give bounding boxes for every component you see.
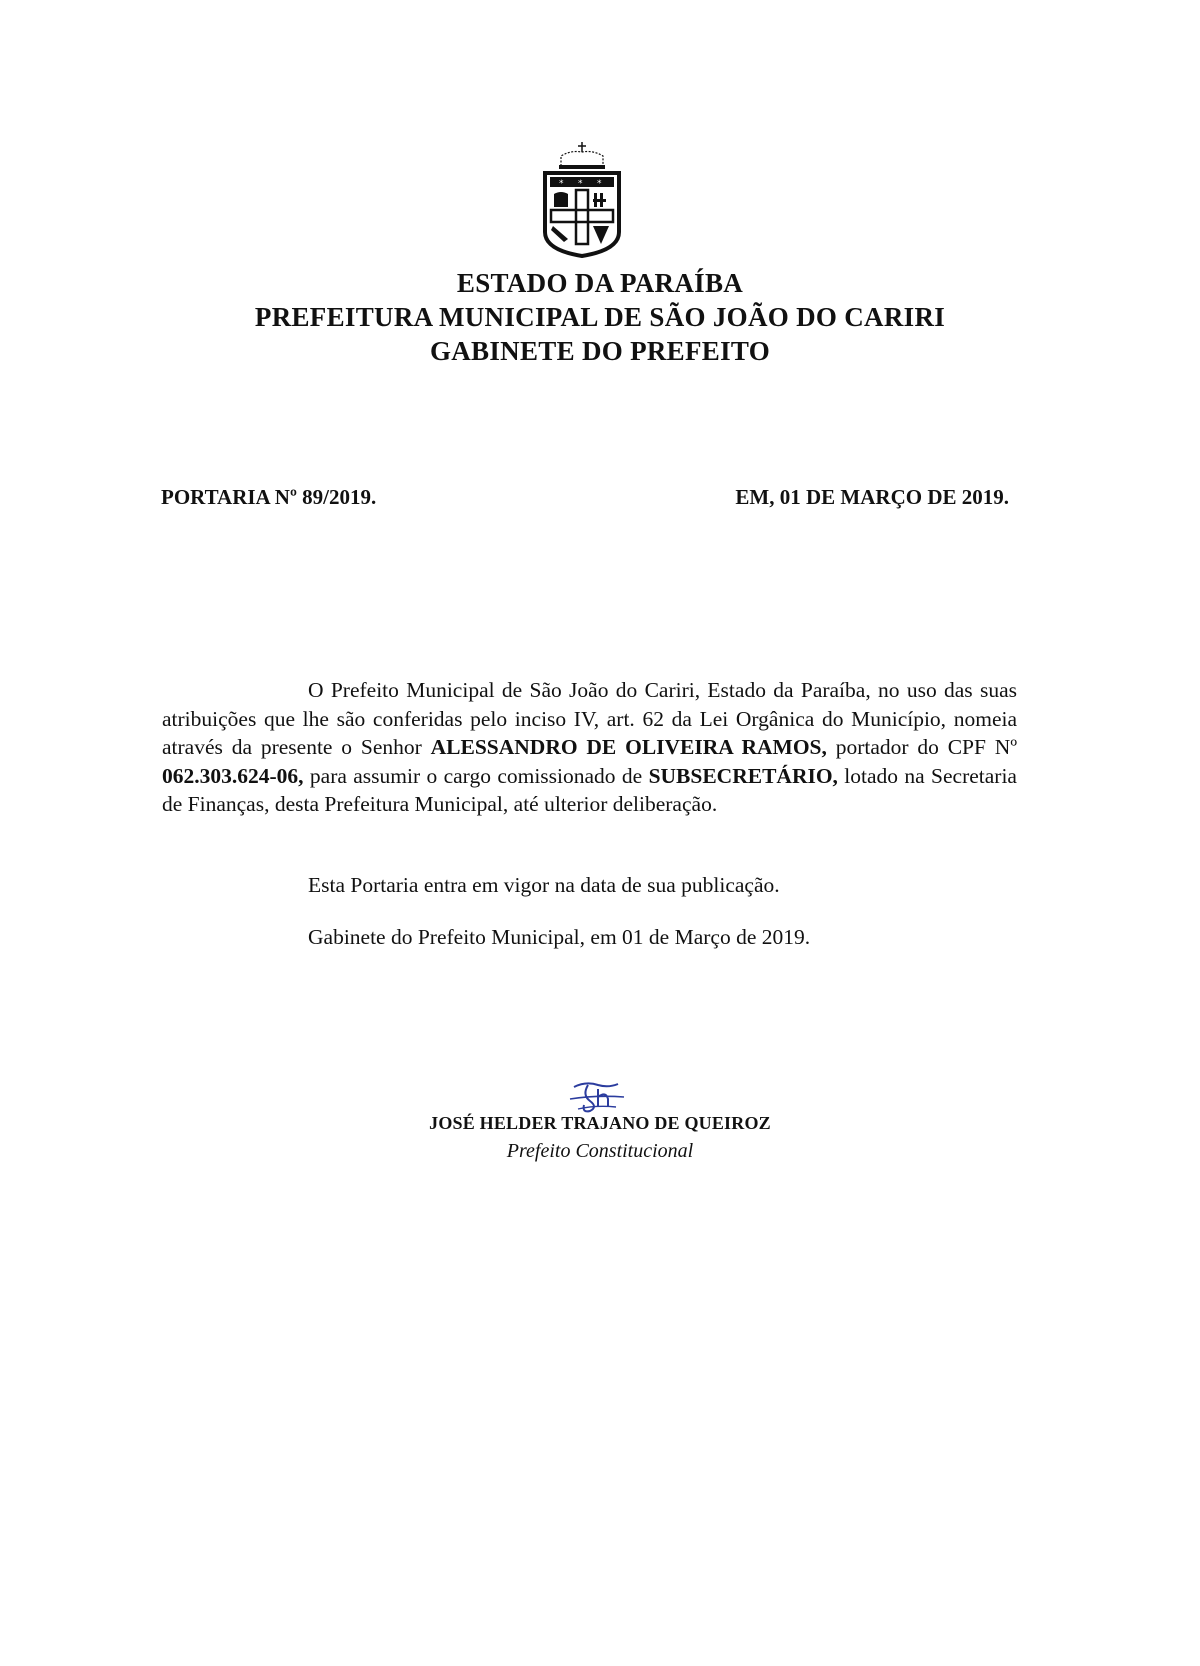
ordinance-date: EM, 01 DE MARÇO DE 2019. — [735, 485, 1009, 509]
svg-text:*: * — [597, 179, 602, 189]
paragraph-text: O Prefeito Municipal de São João do Cariri, Estado da Paraíba, no uso das suas atribuições que lhe são conferidas pelo inciso IV, art. 62 da Lei Orgânica do Município, nomeia através da presente o Senhor — [162, 678, 1017, 759]
appointee-name: ALESSANDRO DE OLIVEIRA RAMOS, — [430, 735, 827, 759]
paragraph-text: lotado na Secretaria de Finanças, desta Prefeitura Municipal, até ulterior deliberação. — [162, 763, 1017, 816]
appointee-cpf: 062.303.624-06, — [162, 763, 304, 788]
effective-clause: Esta Portaria entra em vigor na data de sua publicação. — [308, 873, 780, 897]
office-heading: GABINETE DO PREFEITO — [429, 336, 771, 366]
coat-of-arms-emblem — [537, 140, 627, 260]
municipality-heading: PREFEITURA MUNICIPAL DE SÃO JOÃO DO CARIRI — [254, 302, 946, 332]
signer-title: Prefeito Constitucional — [506, 1140, 694, 1162]
state-heading: ESTADO DA PARAÍBA — [456, 268, 744, 298]
paragraph-text: para assumir o cargo comissionado de — [303, 763, 649, 788]
letterhead — [0, 266, 1200, 368]
paragraph-text: portador do CPF Nº — [826, 735, 1017, 759]
handwritten-signature — [568, 1077, 626, 1117]
appointee-role: SUBSECRETÁRIO, — [648, 763, 838, 788]
signer-name: JOSÉ HELDER TRAJANO DE QUEIROZ — [429, 1113, 771, 1133]
closing-clause: Gabinete do Prefeito Municipal, em 01 de Março de 2019. — [308, 925, 811, 949]
svg-text:*: * — [559, 179, 564, 189]
ordinance-number: PORTARIA Nº 89/2019. — [161, 485, 377, 509]
appointment-paragraph — [162, 676, 1017, 819]
svg-text:*: * — [578, 179, 583, 189]
